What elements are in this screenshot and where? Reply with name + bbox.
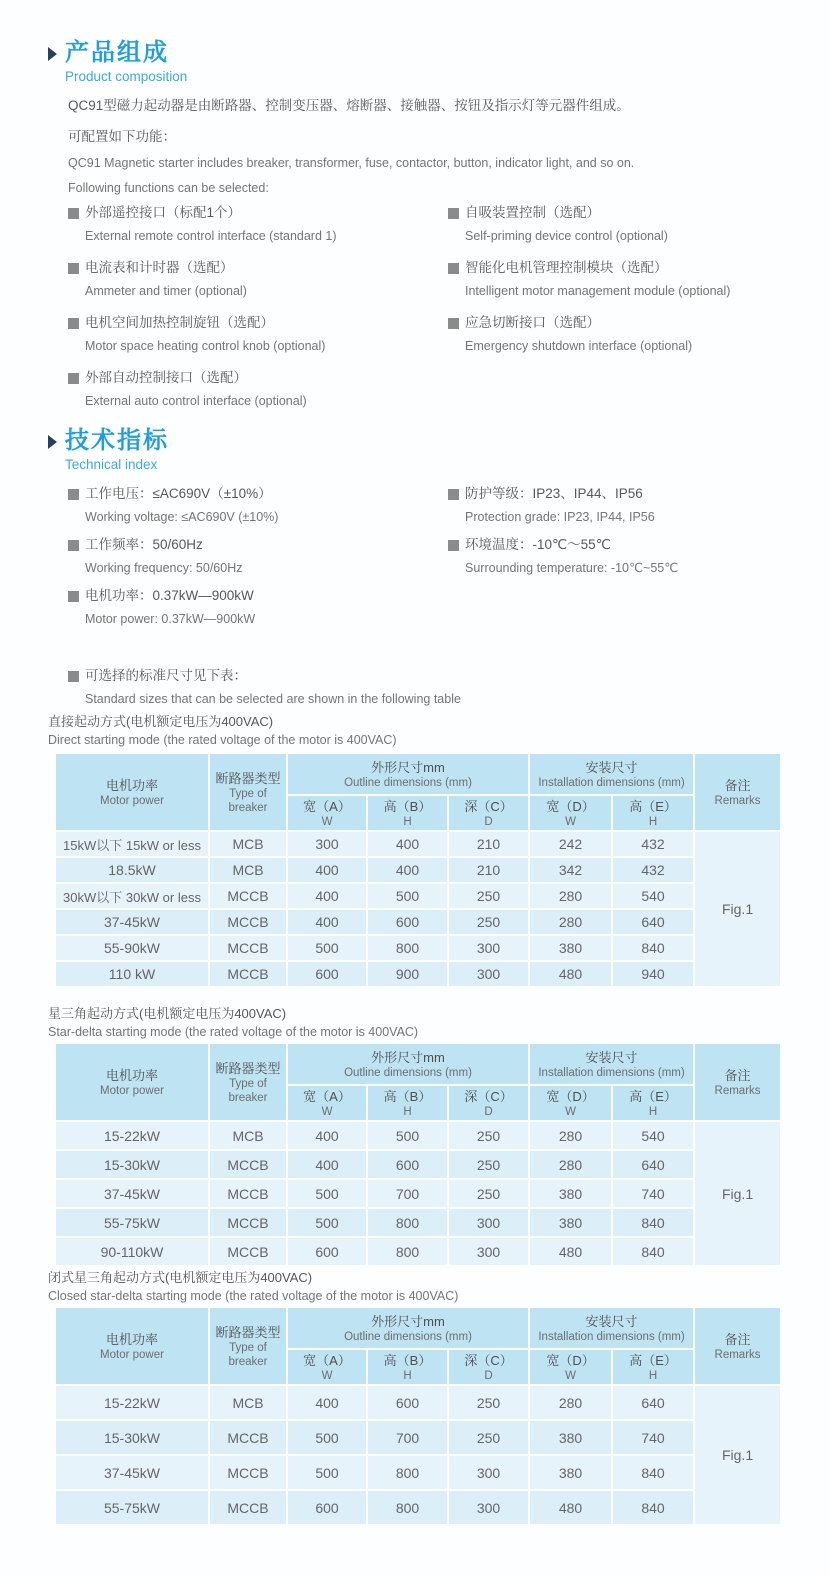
cell-motor-power: 15-30kW [56,1151,208,1178]
tech-en: Protection grade: IP23, IP44, IP56 [465,510,655,524]
feature-en: External remote control interface (standard 1) [85,229,337,243]
section-title-en: Technical index [65,457,158,473]
cell: 210 [449,832,528,856]
square-bullet-icon [68,591,79,602]
tech-item [448,484,808,526]
cell: 342 [530,858,611,882]
sizes-note [68,666,768,708]
header-height-b: 高（B） H [368,796,447,830]
cell: 600 [368,1386,447,1419]
header-outline-dimensions: 外形尺寸mm Outline dimensions (mm) [288,754,528,794]
table1-caption-en: Direct starting mode (the rated voltage of the motor is 400VAC) [48,733,397,747]
tech-zh: 工作频率：50/60Hz [85,537,203,552]
section-title-en: Product composition [65,69,188,85]
cell: 280 [530,884,611,908]
feature-zh: 外部遥控接口（标配1个） [85,205,242,220]
cell-motor-power: 30kW以下 30kW or less [56,884,208,908]
cell: 740 [613,1180,693,1207]
cell: 540 [613,1122,693,1149]
tech-item [68,586,448,628]
cell: 250 [449,1122,528,1149]
square-bullet-icon [68,373,79,384]
header-height-b: 高（B） H [368,1350,447,1384]
feature-zh: 智能化电机管理控制模块（选配） [465,260,668,275]
cell-remark: Fig.1 [695,1122,780,1265]
sizes-note-zh: 可选择的标准尺寸见下表： [85,668,247,683]
table3-caption [48,1268,458,1306]
cell-breaker: MCCB [210,1180,286,1207]
cell: 800 [368,936,447,960]
cell: 300 [449,1209,528,1236]
table3-caption-zh: 闭式星三角起动方式(电机额定电压为400VAC) [48,1270,313,1285]
cell: 280 [530,1151,611,1178]
cell-breaker: MCCB [210,1421,286,1454]
feature-item [68,313,448,355]
table-row [56,1180,780,1207]
header-outline-dimensions: 外形尺寸mm Outline dimensions (mm) [288,1044,528,1084]
header-breaker-type: 断路器类型 Type of breaker [210,1308,286,1384]
header-breaker-type: 断路器类型 Type of breaker [210,754,286,830]
cell: 250 [449,1151,528,1178]
square-bullet-icon [448,540,459,551]
cell: 400 [288,858,366,882]
cell-breaker: MCCB [210,884,286,908]
table-row [56,1238,780,1265]
cell: 600 [368,910,447,934]
header-outline-dimensions: 外形尺寸mm Outline dimensions (mm) [288,1308,528,1348]
cell-breaker: MCCB [210,910,286,934]
table-row [56,832,780,856]
tech-zh: 电机功率：0.37kW—900kW [85,588,254,603]
cell: 380 [530,1456,611,1489]
cell-motor-power: 15-30kW [56,1421,208,1454]
tech-en: Surrounding temperature: -10℃~55℃ [465,561,679,575]
cell: 400 [288,1151,366,1178]
cell: 640 [613,1386,693,1419]
feature-en: Self-priming device control (optional) [465,229,668,243]
cell-breaker: MCCB [210,1209,286,1236]
cell: 250 [449,1386,528,1419]
table-row [56,1456,780,1489]
header-width-d: 宽（D） W [530,1350,611,1384]
cell: 280 [530,910,611,934]
feature-zh: 自吸装置控制（选配） [465,205,600,220]
cell: 500 [288,936,366,960]
cell: 500 [288,1421,366,1454]
table-head [56,1308,780,1384]
cell: 500 [288,1456,366,1489]
cell-breaker: MCCB [210,962,286,986]
cell: 800 [368,1456,447,1489]
cell: 250 [449,1421,528,1454]
cell: 400 [368,832,447,856]
square-bullet-icon [448,489,459,500]
cell: 500 [368,884,447,908]
feature-en: Ammeter and timer (optional) [85,284,247,298]
cell: 242 [530,832,611,856]
cell: 250 [449,910,528,934]
table-head [56,1044,780,1120]
header-depth-c: 深（C） D [449,796,528,830]
cell: 480 [530,1238,611,1265]
cell: 500 [288,1209,366,1236]
cell: 700 [368,1421,447,1454]
technical-index-lists [68,484,808,637]
cell: 600 [288,962,366,986]
cell: 400 [288,1122,366,1149]
table2-caption-zh: 星三角起动方式(电机额定电压为400VAC) [48,1006,287,1021]
cell-motor-power: 15-22kW [56,1122,208,1149]
cell: 900 [368,962,447,986]
square-bullet-icon [68,489,79,500]
cell: 432 [613,832,693,856]
cell-motor-power: 37-45kW [56,1456,208,1489]
header-depth-c: 深（C） D [449,1350,528,1384]
cell: 840 [613,1456,693,1489]
table-row [56,1386,780,1419]
table1-caption [48,712,397,750]
cell: 800 [368,1491,447,1524]
header-installation-dimensions: 安装尺寸 Installation dimensions (mm) [530,754,693,794]
feature-lists [68,203,808,423]
cell: 400 [288,884,366,908]
technical-index-header [48,428,169,472]
cell: 840 [613,1209,693,1236]
header-width-a: 宽（A） W [288,1086,366,1120]
cell: 740 [613,1421,693,1454]
product-intro [68,93,788,201]
cell: 280 [530,1386,611,1419]
tech-zh: 防护等级：IP23、IP44、IP56 [465,486,643,501]
tech-zh: 环境温度：-10℃～55℃ [465,537,611,552]
cell: 300 [449,936,528,960]
cell: 600 [368,1151,447,1178]
cell-motor-power: 15-22kW [56,1386,208,1419]
tech-en: Working frequency: 50/60Hz [85,561,243,575]
feature-item [68,368,448,410]
cell: 500 [368,1122,447,1149]
cell: 300 [449,962,528,986]
cell: 380 [530,1209,611,1236]
feature-zh: 电流表和计时器（选配） [85,260,234,275]
feature-zh: 应急切断接口（选配） [465,315,600,330]
cell: 840 [613,1238,693,1265]
square-bullet-icon [68,540,79,551]
feature-en: Motor space heating control knob (optional) [85,339,326,353]
cell-breaker: MCCB [210,1151,286,1178]
cell: 600 [288,1238,366,1265]
table-row [56,910,780,934]
feature-list-left [68,203,448,423]
feature-zh: 外部自动控制接口（选配） [85,370,247,385]
cell: 380 [530,1180,611,1207]
cell: 480 [530,1491,611,1524]
intro-zh-1: QC91型磁力起动器是由断路器、控制变压器、熔断器、接触器、按钮及指示灯等元器件组成。 [68,98,630,113]
star-delta-table [54,1042,782,1267]
table-row [56,1421,780,1454]
table1-caption-zh: 直接起动方式(电机额定电压为400VAC) [48,714,274,729]
cell: 400 [288,910,366,934]
cell: 380 [530,936,611,960]
feature-item [448,203,808,245]
header-depth-c: 深（C） D [449,1086,528,1120]
header-remarks: 备注 Remarks [695,1308,780,1384]
cell-breaker: MCCB [210,1238,286,1265]
header-width-d: 宽（D） W [530,796,611,830]
table2-caption-en: Star-delta starting mode (the rated voltage of the motor is 400VAC) [48,1025,419,1039]
feature-list-right [448,203,808,423]
cell: 800 [368,1238,447,1265]
cell-breaker: MCB [210,1386,286,1419]
sizes-note-en: Standard sizes that can be selected are shown in the following table [85,692,461,706]
table3-caption-en: Closed star-delta starting mode (the rated voltage of the motor is 400VAC) [48,1289,459,1303]
feature-en: Emergency shutdown interface (optional) [465,339,693,353]
section-arrow-icon [48,435,57,449]
header-width-a: 宽（A） W [288,796,366,830]
table-row [56,1151,780,1178]
cell: 300 [449,1456,528,1489]
table-row [56,936,780,960]
feature-item [448,313,808,355]
header-remarks: 备注 Remarks [695,1044,780,1120]
cell-motor-power: 37-45kW [56,1180,208,1207]
cell: 640 [613,910,693,934]
cell-motor-power: 90-110kW [56,1238,208,1265]
header-installation-dimensions: 安装尺寸 Installation dimensions (mm) [530,1308,693,1348]
cell-breaker: MCCB [210,1491,286,1524]
feature-en: External auto control interface (optional) [85,394,307,408]
square-bullet-icon [68,208,79,219]
header-motor-power: 电机功率 Motor power [56,754,208,830]
cell: 600 [288,1491,366,1524]
tech-zh: 工作电压：≤AC690V（±10%） [85,486,272,501]
cell: 840 [613,1491,693,1524]
header-height-e: 高（E） H [613,796,693,830]
cell: 700 [368,1180,447,1207]
cell-motor-power: 110 kW [56,962,208,986]
cell-remark: Fig.1 [695,1386,780,1524]
section-arrow-icon [48,47,57,61]
cell-breaker: MCB [210,1122,286,1149]
cell: 300 [449,1491,528,1524]
cell-motor-power: 18.5kW [56,858,208,882]
cell: 500 [288,1180,366,1207]
direct-starting-table [54,752,782,988]
cell: 300 [288,832,366,856]
cell: 280 [530,1122,611,1149]
square-bullet-icon [68,263,79,274]
table2-caption [48,1004,418,1042]
table-row [56,884,780,908]
feature-item [448,258,808,300]
section-title-zh: 技术指标 [65,427,169,454]
tech-en: Working voltage: ≤AC690V (±10%) [85,510,279,524]
table-row [56,858,780,882]
cell: 210 [449,858,528,882]
tech-list-right [448,484,808,637]
header-breaker-type: 断路器类型 Type of breaker [210,1044,286,1120]
cell: 400 [288,1386,366,1419]
section-title-zh: 产品组成 [65,39,169,66]
product-composition-header [48,40,187,84]
square-bullet-icon [68,671,79,682]
cell-motor-power: 15kW以下 15kW or less [56,832,208,856]
square-bullet-icon [448,208,459,219]
feature-item [68,203,448,245]
feature-en: Intelligent motor management module (optional) [465,284,731,298]
tech-en: Motor power: 0.37kW—900kW [85,612,256,626]
square-bullet-icon [448,263,459,274]
tech-item [68,484,448,526]
header-remarks: 备注 Remarks [695,754,780,830]
header-motor-power: 电机功率 Motor power [56,1308,208,1384]
header-width-d: 宽（D） W [530,1086,611,1120]
square-bullet-icon [68,318,79,329]
cell: 480 [530,962,611,986]
cell: 250 [449,1180,528,1207]
cell-motor-power: 55-90kW [56,936,208,960]
cell: 540 [613,884,693,908]
header-height-e: 高（E） H [613,1350,693,1384]
intro-en-1: QC91 Magnetic starter includes breaker, transformer, fuse, contactor, button, indicator light, and so on. [68,156,635,170]
intro-zh-2: 可配置如下功能： [68,129,176,144]
cell: 432 [613,858,693,882]
tech-item [448,535,808,577]
tech-list-left [68,484,448,637]
header-width-a: 宽（A） W [288,1350,366,1384]
header-height-e: 高（E） H [613,1086,693,1120]
cell: 300 [449,1238,528,1265]
tech-item [68,535,448,577]
table-row [56,1209,780,1236]
cell: 840 [613,936,693,960]
header-motor-power: 电机功率 Motor power [56,1044,208,1120]
cell: 940 [613,962,693,986]
cell-motor-power: 37-45kW [56,910,208,934]
cell-breaker: MCCB [210,936,286,960]
cell-remark: Fig.1 [695,832,780,986]
intro-en-2: Following functions can be selected: [68,181,269,195]
table-row [56,1122,780,1149]
cell-breaker: MCB [210,832,286,856]
table-row [56,1491,780,1524]
feature-item [68,258,448,300]
cell: 640 [613,1151,693,1178]
header-height-b: 高（B） H [368,1086,447,1120]
table-head [56,754,780,830]
cell: 400 [368,858,447,882]
feature-zh: 电机空间加热控制旋钮（选配） [85,315,274,330]
cell-breaker: MCCB [210,1456,286,1489]
cell-motor-power: 55-75kW [56,1491,208,1524]
header-installation-dimensions: 安装尺寸 Installation dimensions (mm) [530,1044,693,1084]
cell: 800 [368,1209,447,1236]
square-bullet-icon [448,318,459,329]
closed-star-delta-table [54,1306,782,1526]
cell-breaker: MCB [210,858,286,882]
cell-motor-power: 55-75kW [56,1209,208,1236]
cell: 250 [449,884,528,908]
table-row [56,962,780,986]
cell: 380 [530,1421,611,1454]
